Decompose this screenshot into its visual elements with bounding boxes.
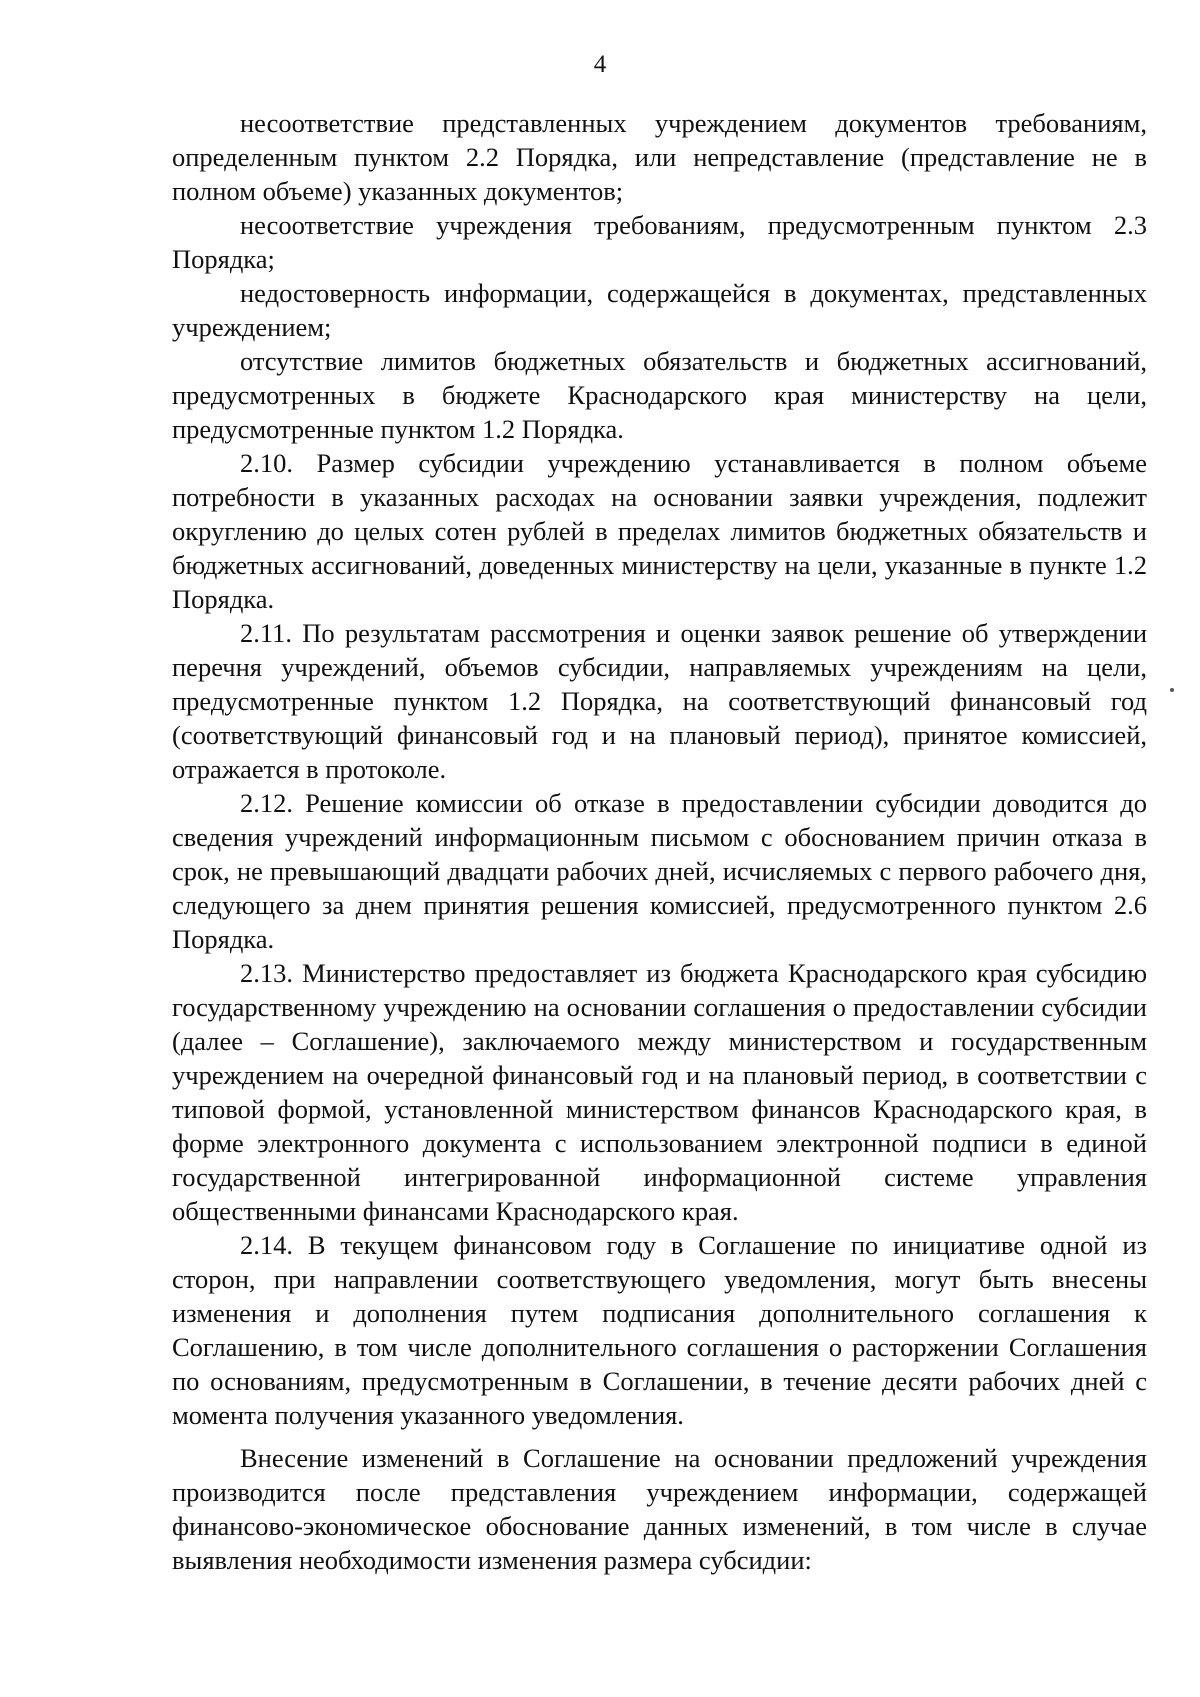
paragraph-item: Внесение изменений в Соглашение на основании предложений учреждения производится после представления учреждением информации, содержащей финансово-экономическое обоснование данных изменений, в том числе в случае выявления необходимости изменения размера субсидии: <box>172 1443 1147 1575</box>
paragraph-item: недостоверность информации, содержащейся в документах, представленных учреждением; <box>172 278 1147 342</box>
paragraph-item: 2.14. В текущем финансовом году в Соглашение по инициативе одной из сторон, при направлении соответствующего уведомления, могут быть внесены изменения и дополнения путем подписания дополнительного соглашения к Соглашению, в том числе дополнительного соглашения о расторжении Соглашения по основаниям, предусмотренным в Соглашении, в течение десяти рабочих дней с момента получения указанного уведомления. <box>172 1230 1147 1430</box>
document-body <box>172 106 1147 1577</box>
paragraph-item: 2.12. Решение комиссии об отказе в предоставлении субсидии доводится до сведения учреждений информационным письмом с обоснованием причин отказа в срок, не превышающий двадцати рабочих дней, исчисляемых с первого рабочего дня, следующего за днем принятия решения комиссией, предусмотренного пунктом 2.6 Порядка. <box>172 788 1147 954</box>
paragraph-item: отсутствие лимитов бюджетных обязательств и бюджетных ассигнований, предусмотренных в бюджете Краснодарского края министерству на цели, предусмотренные пунктом 1.2 Порядка. <box>172 346 1147 444</box>
paragraph-item: несоответствие представленных учреждением документов требованиям, определенным пунктом 2.2 Порядка, или непредставление (представление не в полном объеме) указанных документов; <box>172 108 1147 206</box>
scan-speck <box>1170 688 1174 692</box>
paragraph-item: 2.10. Размер субсидии учреждению устанавливается в полном объеме потребности в указанных расходах на основании заявки учреждения, подлежит округлению до целых сотен рублей в пределах лимитов бюджетных обязательств и бюджетных ассигнований, доведенных министерству на цели, указанные в пункте 1.2 Порядка. <box>172 448 1147 614</box>
paragraph-item: 2.13. Министерство предоставляет из бюджета Краснодарского края субсидию государственному учреждению на основании соглашения о предоставлении субсидии (далее – Соглашение), заключаемого между министерством и государственным учреждением на очередной финансовый год и на плановый период, в соответствии с типовой формой, установленной министерством финансов Краснодарского края, в форме электронного документа с использованием электронной подписи в единой государственной интегрированной информационной системе управления общественными финансами Краснодарского края. <box>172 958 1147 1226</box>
paragraph-item: 2.11. По результатам рассмотрения и оценки заявок решение об утверждении перечня учреждений, объемов субсидии, направляемых учреждениям на цели, предусмотренные пунктом 1.2 Порядка, на соответствующий финансовый год (соответствующий финансовый год и на плановый период), принятое комиссией, отражается в протоколе. <box>172 618 1147 784</box>
paragraph-item: несоответствие учреждения требованиям, предусмотренным пунктом 2.3 Порядка; <box>172 210 1147 274</box>
page-number: 4 <box>593 51 607 78</box>
